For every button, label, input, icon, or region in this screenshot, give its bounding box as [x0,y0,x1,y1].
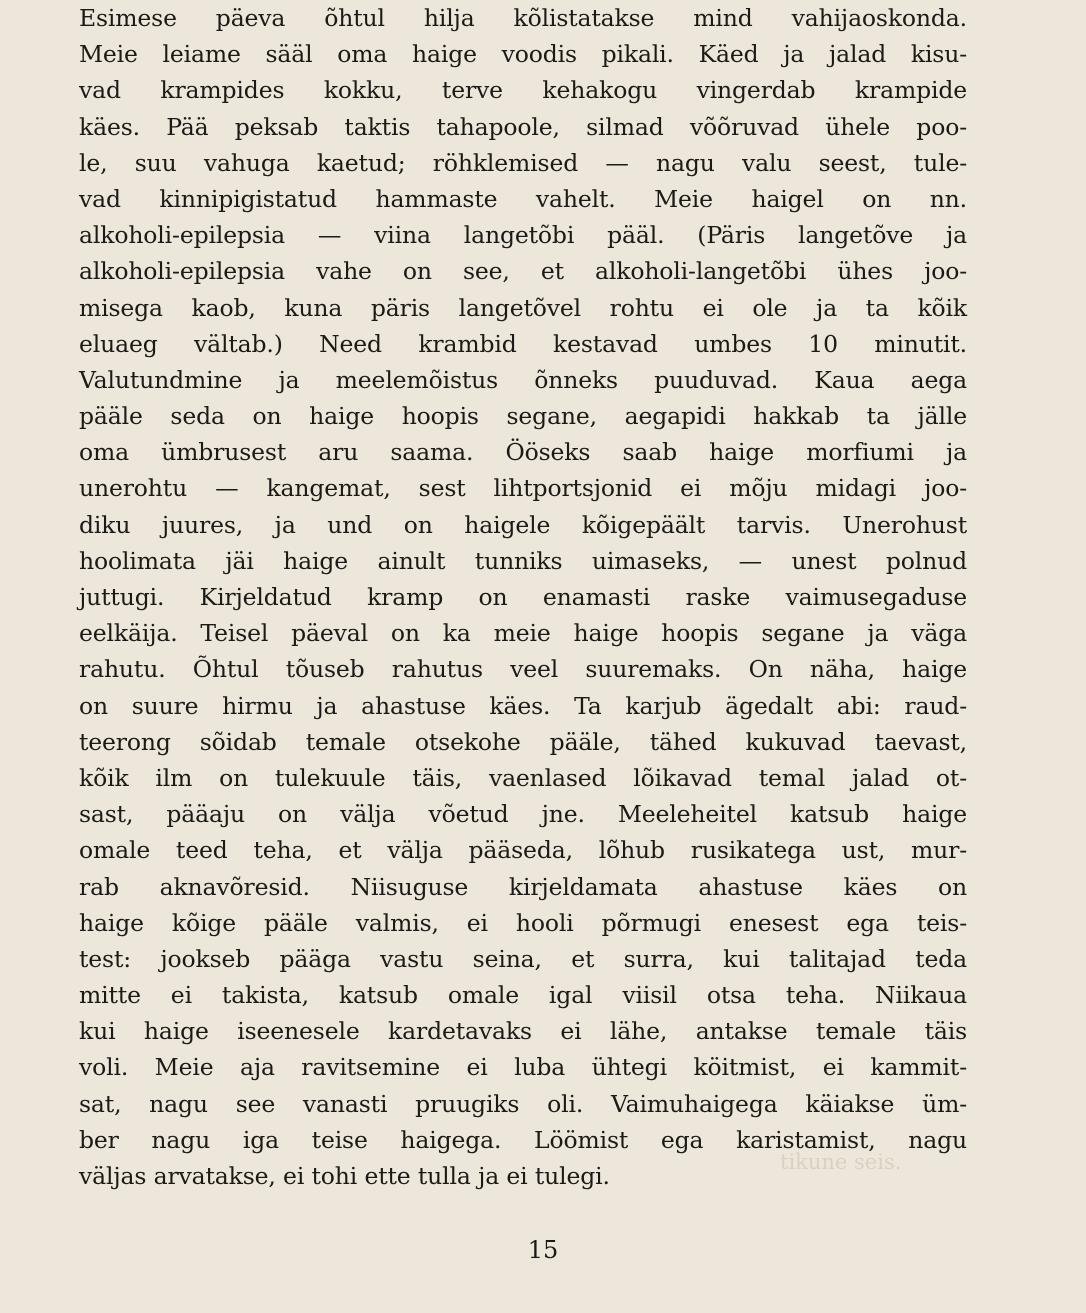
text-line: omale teed teha, et välja pääseda, lõhub rusikatega ust, mur- [79,836,967,865]
text-line: alkoholi-epilepsia — viina langetõbi pääl. (Päris langetõve ja [79,221,967,250]
body-text [79,0,967,1194]
text-line: alkoholi-epilepsia vahe on see, et alkoholi-langetõbi ühes joo- [79,257,967,286]
text-line: sast, pääaju on välja võetud jne. Meeleheitel katsub haige [79,800,967,829]
text-line: Meie leiame sääl oma haige voodis pikali. Käed ja jalad kisu- [79,40,967,69]
text-line: haige kõige pääle valmis, ei hooli põrmugi enesest ega teis- [79,908,967,937]
text-line: diku juures, ja und on haigele kõigepäält tarvis. Unerohust [79,510,967,539]
text-line: misega kaob, kuna päris langetõvel rohtu ei ole ja ta kõik [79,293,967,322]
text-line: Valutundmine ja meelemõistus õnneks puuduvad. Kaua aega [79,365,967,394]
text-line: hoolimata jäi haige ainult tunniks uimaseks, — unest polnud [79,546,967,575]
text-line: test: jookseb päägа vastu seina, et surra, kui talitajad teda [79,944,967,973]
text-line: juttugi. Kirjeldatud kramp on enamasti raske vaimusegaduse [79,583,967,611]
bleed-through-text: tikune seis. [780,1150,902,1174]
text-line: sat, nagu see vanasti pruugiks oli. Vaimuhaigega käiakse üm- [79,1089,967,1118]
text-line: eelkäija. Teisel päeval on ka meie haige hoopis segane ja väga [79,619,967,648]
text-line: pääle seda on haige hoopis segane, aegapidi hakkab ta jälle [79,402,967,431]
text-line: voli. Meie aja ravitsemine ei luba ühtegi köitmist, ei kammit- [79,1053,967,1082]
text-line: ber nagu iga teise haigega. Löömist ega karistamist, nagu [79,1125,967,1154]
text-line: rab aknavõresid. Niisuguse kirjeldamata ahastuse käes on [79,872,967,901]
text-line: käes. Pää peksab taktis tahapoole, silmad võõruvad ühele poo- [79,112,967,141]
text-line: oma ümbrusest aru saama. Ööseks saab haige morfiumi ja [79,438,967,467]
text-line: vad kinnipigistatud hammaste vahelt. Meie haigel on nn. [79,184,967,213]
text-line: rahutu. Õhtul tõuseb rahutus veel suuremaks. On näha, haige [79,655,967,684]
text-line: väljas arvatakse, ei tohi ette tulla ja ei tulegi. [79,1162,610,1190]
text-line: le, suu vahuga kaetud; röhklemised — nagu valu seest, tule- [79,148,967,177]
text-line: teerong sõidab temale otsekohe pääle, tähed kukuvad taevast, [79,727,967,756]
text-line: kõik ilm on tulekuule täis, vaenlased lõikavad temal jalad ot- [79,763,967,792]
page-number: 15 [527,1236,559,1264]
text-line: eluaeg vältab.) Need krambid kestavad umbes 10 minutit. [79,329,967,358]
text-line: kui haige iseenesele kardetavaks ei lähe, antakse temale täis [79,1017,967,1046]
text-line: vad krampides kokku, terve kehakogu vingerdab krampide [79,76,967,105]
text-line: unerohtu — kangemat, sest lihtportsjonid ei mõju midagi joo- [79,474,967,503]
text-line: on suure hirmu ja ahastuse käes. Ta karjub ägedalt abi: raud- [79,691,967,720]
text-line: Esimese päeva õhtul hilja kõlistatakse mind vahijaoskonda. [79,4,967,32]
text-line: mitte ei takista, katsub omale igal viisil otsa teha. Niikaua [79,981,967,1010]
